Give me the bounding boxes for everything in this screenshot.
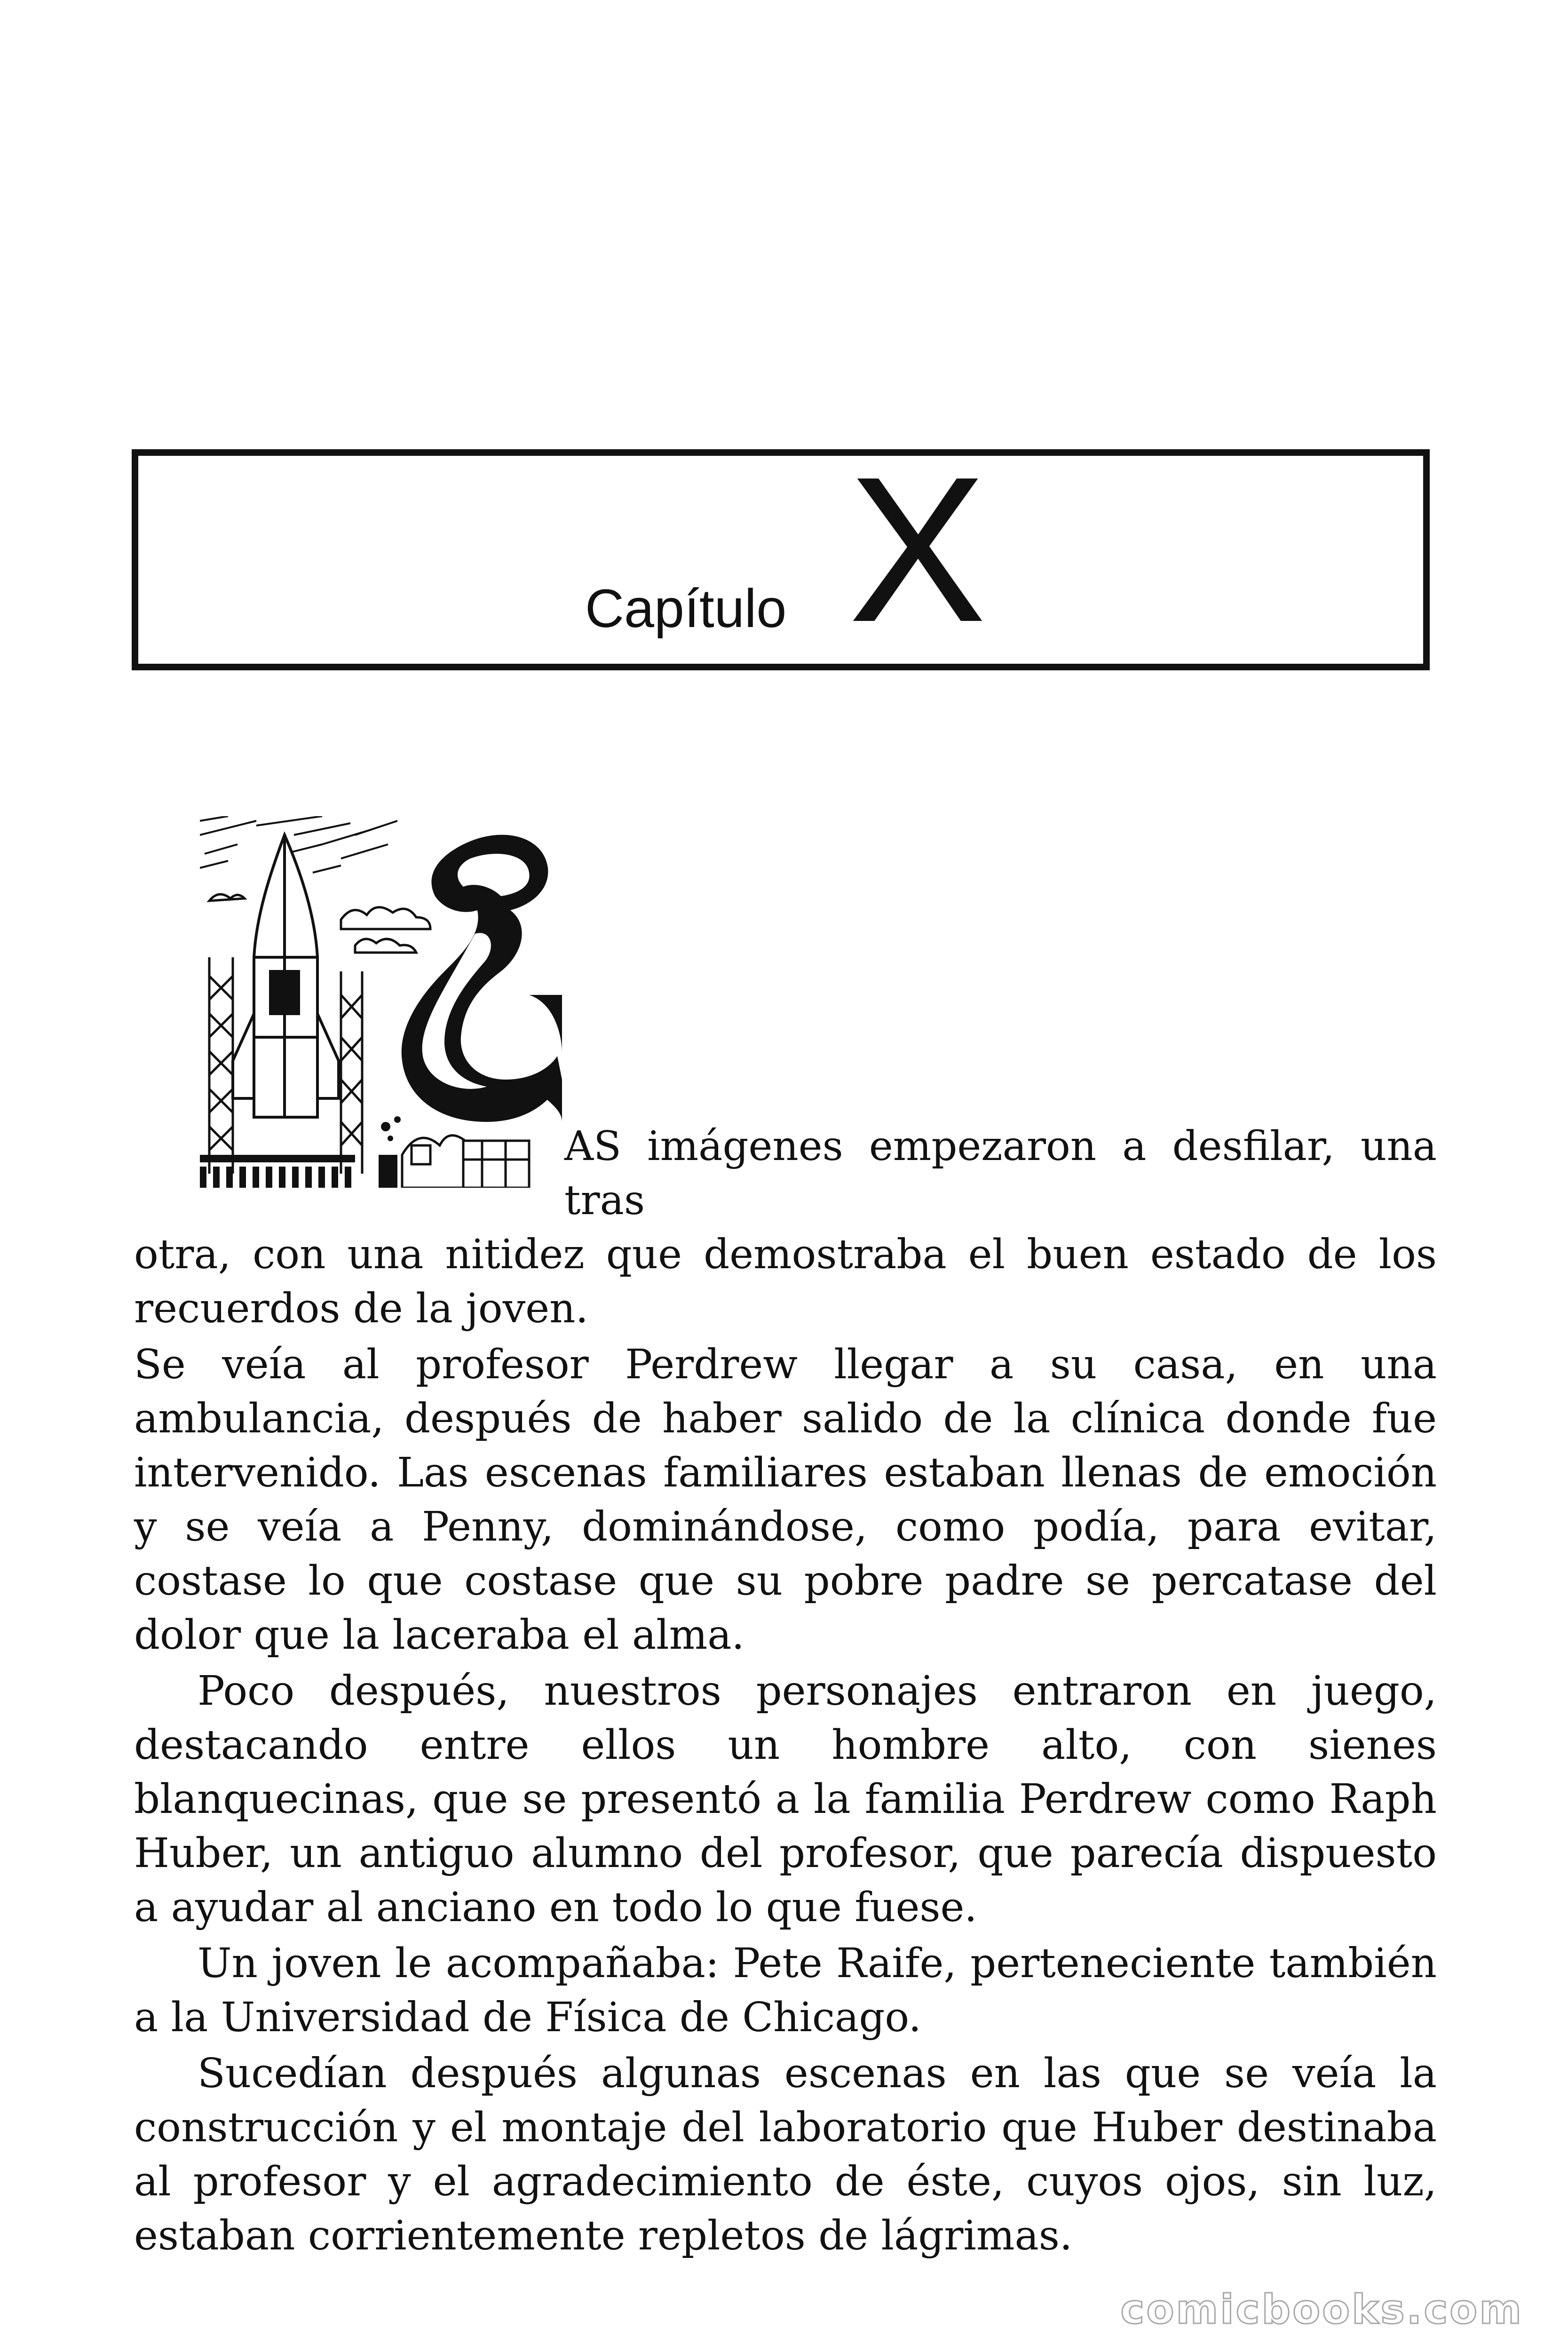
paragraph-4: Un joven le acompañaba: Pete Raife, perteneciente también a la Universidad de Física de Chicago. bbox=[134, 1940, 1437, 2041]
chapter-heading-box bbox=[132, 434, 1430, 670]
watermark: comicbooks.com bbox=[1120, 2286, 1523, 2333]
paragraph-2: Se veía al profesor Perdrew llegar a su casa, en una ambulancia, después de haber salido de la clínica donde fue intervenido. Las escenas familiares estaban llenas de emoción y se veía a Penny, dominándose, como podía, para evitar, costase lo que costase que su pobre padre se percatase del dolor que la laceraba el alma. bbox=[134, 1341, 1437, 1659]
paragraph-1-first-line: AS imágenes empezaron a desfilar, una tras bbox=[564, 1123, 1437, 1224]
chapter-number: X bbox=[848, 434, 987, 665]
chapter-label: Capítulo bbox=[585, 579, 787, 639]
paragraph-3: Poco después, nuestros personajes entraron en juego, destacando entre ellos un hombre alto, con sienes blanquecinas, que se presentó a la familia Perdrew como Raph Huber, un antiguo alumno del profesor, que parecía dispuesto a ayudar al anciano en todo lo que fuese. bbox=[134, 1668, 1437, 1931]
body-text bbox=[134, 1120, 1437, 2265]
paragraph-1 bbox=[134, 1120, 1437, 1336]
paragraph-5: Sucedían después algunas escenas en las que se veía la construcción y el montaje del laboratorio que Huber destinaba al profesor y el agradecimiento de éste, cuyos ojos, sin luz, estaban corrientemente repletos de lágrimas. bbox=[134, 2050, 1437, 2259]
paragraph-1-rest: otra, con una nitidez que demostraba el buen estado de los recuerdos de la joven. bbox=[134, 1231, 1437, 1332]
